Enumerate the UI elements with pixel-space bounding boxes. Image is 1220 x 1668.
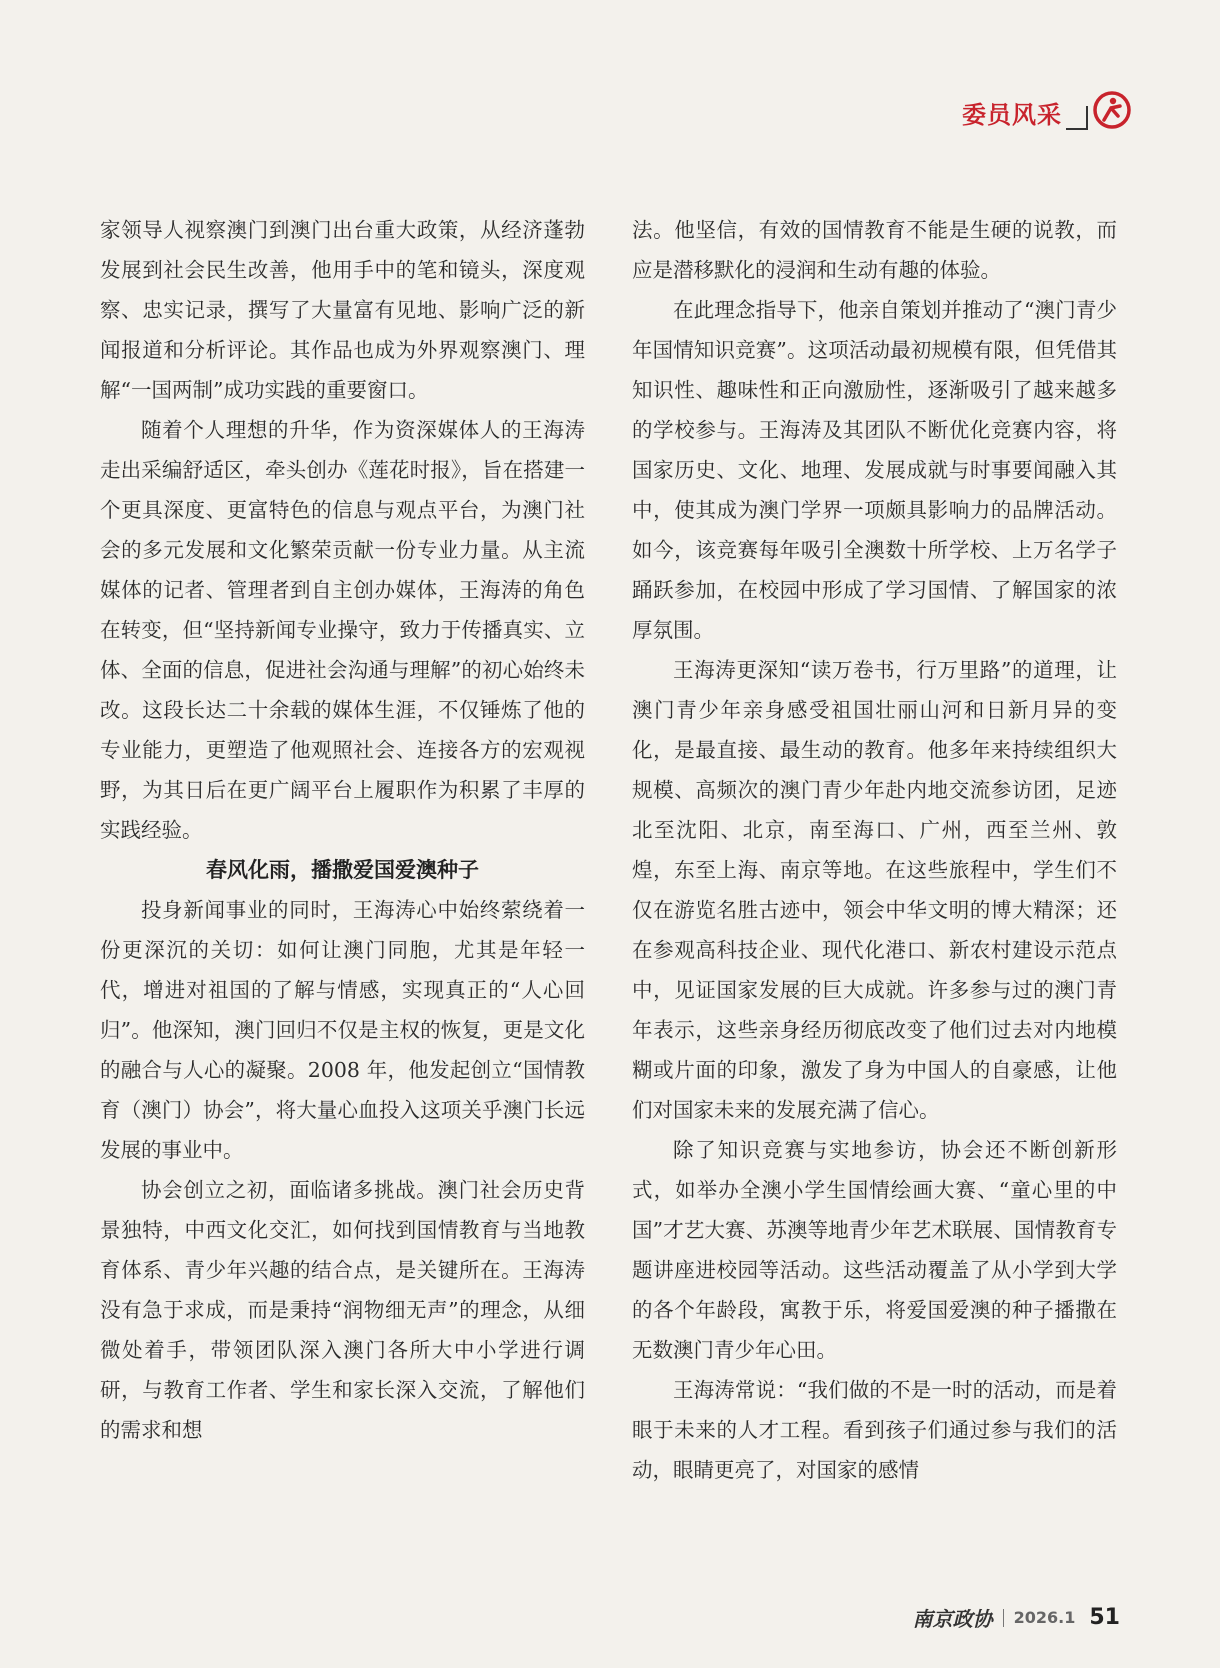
paragraph: 法。他坚信，有效的国情教育不能是生硬的说教，而应是潜移默化的浸润和生动有趣的体验。 <box>632 218 1117 282</box>
page-footer <box>913 1603 1120 1632</box>
right-column <box>632 210 1117 1490</box>
journal-name: 南京政协 <box>912 1607 993 1631</box>
paragraph: 随着个人理想的升华，作为资深媒体人的王海涛走出采编舒适区，牵头创办《莲花时报》，旨在搭建一个更具深度、更富特色的信息与观点平台，为澳门社会的多元发展和文化繁荣贡献一份专业力量。从主流媒体的记者、管理者到自主创办媒体，王海涛的角色在转变，但“坚持新闻专业操守，致力于传播真实、立体、全面的信息，促进社会沟通与理解”的初心始终未改。这段长达二十余载的媒体生涯，不仅锤炼了他的专业能力，更塑造了他观照社会、连接各方的宏观视野，为其日后在更广阔平台上履职作为积累了丰厚的实践经验。 <box>100 418 585 842</box>
section-tag <box>962 90 1132 134</box>
paragraph: 家领导人视察澳门到澳门出台重大政策，从经济蓬勃发展到社会民生改善，他用手中的笔和镜头，深度观察、忠实记录，撰写了大量富有见地、影响广泛的新闻报道和分析评论。其作品也成为外界观察澳门、理解“一国两制”成功实践的重要窗口。 <box>100 218 585 402</box>
issue-number: 2026.1 <box>1013 1608 1076 1627</box>
paragraph: 除了知识竞赛与实地参访，协会还不断创新形式，如举办全澳小学生国情绘画大赛、“童心里的中国”才艺大赛、苏澳等地青少年艺术联展、国情教育专题讲座进校园等活动。这些活动覆盖了从小学到大学的各个年龄段，寓教于乐，将爱国爱澳的种子播撒在无数澳门青少年心田。 <box>632 1138 1117 1362</box>
paragraph: 王海涛更深知“读万卷书，行万里路”的道理，让澳门青少年亲身感受祖国壮丽山河和日新月异的变化，是最直接、最生动的教育。他多年来持续组织大规模、高频次的澳门青少年赴内地交流参访团，足迹北至沈阳、北京，南至海口、广州，西至兰州、敦煌，东至上海、南京等地。在这些旅程中，学生们不仅在游览名胜古迹中，领会中华文明的博大精深；还在参观高科技企业、现代化港口、新农村建设示范点中，见证国家发展的巨大成就。许多参与过的澳门青年表示，这些亲身经历彻底改变了他们过去对内地模糊或片面的印象，激发了身为中国人的自豪感，让他们对国家未来的发展充满了信心。 <box>632 658 1117 1122</box>
paragraph: 在此理念指导下，他亲自策划并推动了“澳门青少年国情知识竞赛”。这项活动最初规模有限，但凭借其知识性、趣味性和正向激励性，逐渐吸引了越来越多的学校参与。王海涛及其团队不断优化竞赛内容，将国家历史、文化、地理、发展成就与时事要闻融入其中，使其成为澳门学界一项颇具影响力的品牌活动。如今，该竞赛每年吸引全澳数十所学校、上万名学子踊跃参加，在校园中形成了学习国情、了解国家的浓厚氛围。 <box>632 298 1117 642</box>
left-column <box>100 210 585 1450</box>
section-title: 委员风采 <box>962 100 1062 129</box>
paragraph: 协会创立之初，面临诸多挑战。澳门社会历史背景独特，中西文化交汇，如何找到国情教育与当地教育体系、青少年兴趣的结合点，是关键所在。王海涛没有急于求成，而是秉持“润物细无声”的理念，从细微处着手，带领团队深入澳门各所大中小学进行调研，与教育工作者、学生和家长深入交流，了解他们的需求和想 <box>100 1178 585 1442</box>
footer-divider <box>1003 1609 1004 1627</box>
page-number: 51 <box>1089 1605 1120 1630</box>
subheading: 春风化雨，播撒爱国爱澳种子 <box>206 858 479 882</box>
section-bracket <box>1066 106 1088 130</box>
paragraph: 投身新闻事业的同时，王海涛心中始终萦绕着一份更深沉的关切：如何让澳门同胞，尤其是年轻一代，增进对祖国的了解与情感，实现真正的“人心回归”。他深知，澳门回归不仅是主权的恢复，更是文化的融合与人心的凝聚。2008 年，他发起创立“国情教育（澳门）协会”，将大量心血投入这项关乎澳门长远发展的事业中。 <box>100 898 585 1162</box>
person-running-in-circle-icon <box>1092 90 1132 134</box>
paragraph: 王海涛常说：“我们做的不是一时的活动，而是着眼于未来的人才工程。看到孩子们通过参与我们的活动，眼睛更亮了，对国家的感情 <box>632 1378 1117 1482</box>
